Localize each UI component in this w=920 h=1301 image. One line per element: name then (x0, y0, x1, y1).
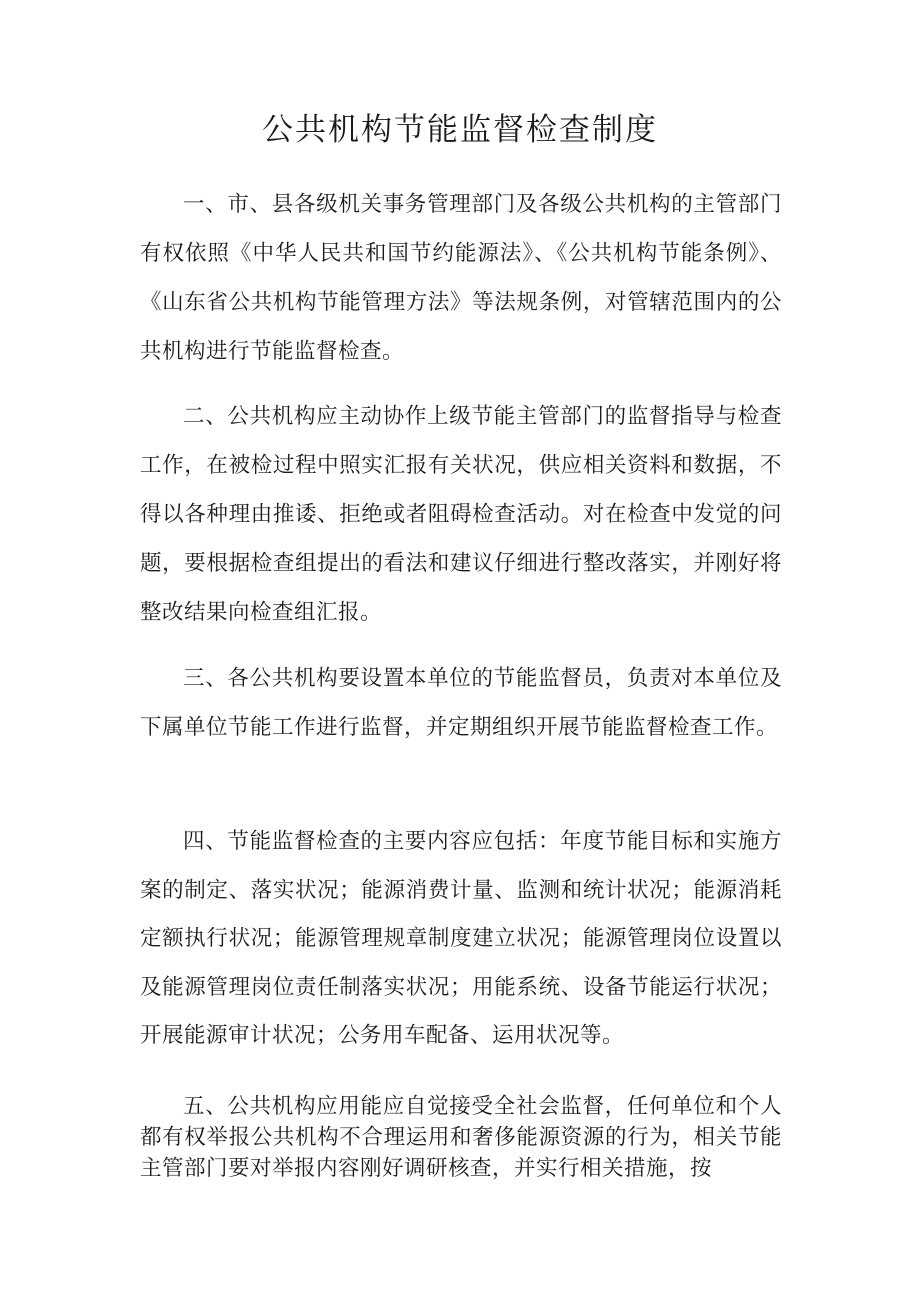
paragraph-1: 一、市、县各级机关事务管理部门及各级公共机构的主管部门有权依照《中华人民共和国节约能源法》、《公共机构节能条例》、《山东省公共机构节能管理方法》等法规条例，对管辖范围内的公共机构进行节能监督检查。 (140, 192, 782, 364)
paragraph-3: 三、各公共机构要设置本单位的节能监督员，负责对本单位及下属单位节能工作进行监督，并定期组织开展节能监督检查工作。 (140, 666, 782, 740)
document-title: 公共机构节能监督检查制度 (262, 112, 658, 148)
paragraph-5: 五、公共机构应用能应自觉接受全社会监督，任何单位和个人都有权举报公共机构不合理运用和奢侈能源资源的行为，相关节能主管部门要对举报内容刚好调研核查，并实行相关措施，按 (140, 1094, 782, 1181)
paragraph-4: 四、节能监督检查的主要内容应包括：年度节能目标和实施方案的制定、落实状况；能源消费计量、监测和统计状况；能源消耗定额执行状况；能源管理规章制度建立状况；能源管理岗位设置以及能源管理岗位责任制落实状况；用能系统、设备节能运行状况；开展能源审计状况；公务用车配备、运用状况等。 (140, 829, 782, 1048)
paragraph-2: 二、公共机构应主动协作上级节能主管部门的监督指导与检查工作，在被检过程中照实汇报有关状况，供应相关资料和数据，不得以各种理由推诿、拒绝或者阻碍检查活动。对在检查中发觉的问题，要根据检查组提出的看法和建议仔细进行整改落实，并刚好将整改结果向检查组汇报。 (140, 404, 782, 625)
